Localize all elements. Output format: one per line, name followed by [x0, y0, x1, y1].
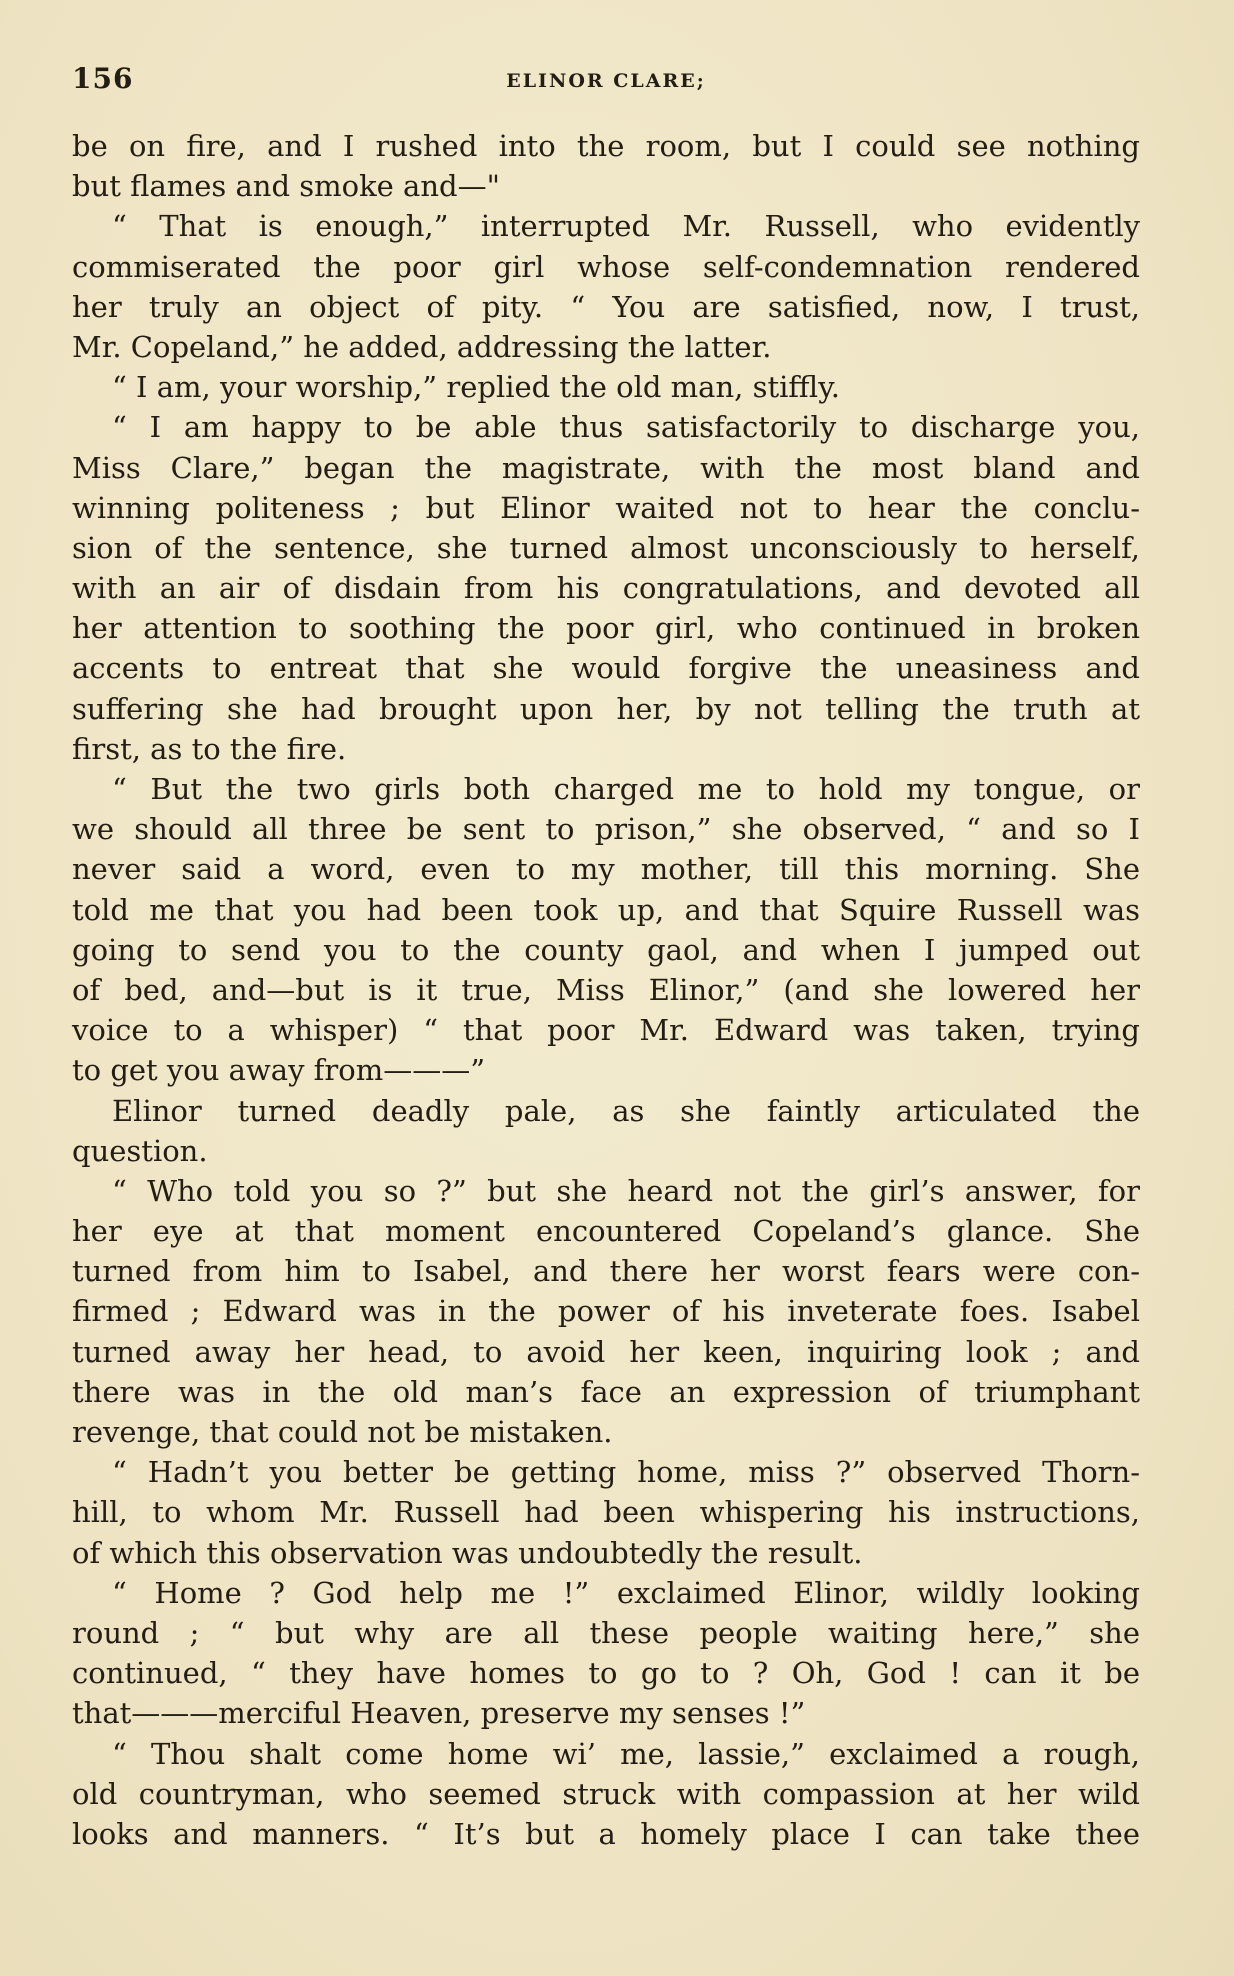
text-line: sion of the sentence, she turned almost unconsciously to herself,	[72, 530, 1140, 565]
text-line: “ Home ? God help me !” exclaimed Elinor, wildly looking	[112, 1575, 1140, 1610]
text-line: turned from him to Isabel, and there her worst fears were con-	[72, 1254, 1140, 1289]
text-line: Elinor turned deadly pale, as she faintly articulated the	[112, 1093, 1140, 1128]
text-line: with an air of disdain from his congratulations, and devoted all	[72, 571, 1140, 606]
text-line: accents to entreat that she would forgive the uneasiness and	[72, 651, 1140, 686]
text-line: Mr. Copeland,” he added, addressing the latter.	[72, 329, 772, 364]
text-line: going to send you to the county gaol, and when I jumped out	[72, 932, 1140, 967]
text-line: question.	[72, 1133, 208, 1168]
text-line: of which this observation was undoubtedly the result.	[72, 1535, 863, 1570]
running-head: ELINOR CLARE;	[506, 70, 706, 92]
text-line: old countryman, who seemed struck with compassion at her wild	[72, 1776, 1140, 1811]
text-line: to get you away from———”	[72, 1053, 486, 1088]
text-line: told me that you had been took up, and that Squire Russell was	[72, 892, 1140, 927]
text-line: commiserated the poor girl whose self-condemnation rendered	[72, 249, 1140, 284]
text-line: suffering she had brought upon her, by not telling the truth at	[72, 691, 1140, 726]
text-line: “ Hadn’t you better be getting home, miss ?” observed Thorn-	[112, 1455, 1140, 1490]
page-header	[72, 62, 1140, 102]
page-number: 156	[72, 62, 134, 95]
text-line: “ That is enough,” interrupted Mr. Russell, who evidently	[112, 209, 1140, 244]
text-line: turned away her head, to avoid her keen, inquiring look ; and	[72, 1334, 1140, 1369]
text-line: we should all three be sent to prison,” she observed, “ and so I	[72, 812, 1140, 847]
text-line: her eye at that moment encountered Copeland’s glance. She	[72, 1214, 1140, 1249]
text-line: “ Thou shalt come home wi’ me, lassie,” exclaimed a rough,	[112, 1736, 1140, 1771]
text-line: there was in the old man’s face an expression of triumphant	[72, 1374, 1140, 1409]
text-line: round ; “ but why are all these people waiting here,” she	[72, 1615, 1140, 1650]
text-line: voice to a whisper) “ that poor Mr. Edward was taken, trying	[72, 1013, 1140, 1048]
text-line: first, as to the fire.	[72, 731, 347, 766]
text-line: never said a word, even to my mother, till this morning. She	[72, 852, 1140, 887]
text-line: winning politeness ; but Elinor waited not to hear the conclu-	[72, 490, 1140, 525]
text-line: her attention to soothing the poor girl, who continued in broken	[72, 611, 1140, 646]
text-line: revenge, that could not be mistaken.	[72, 1415, 613, 1449]
text-line: of bed, and—but is it true, Miss Elinor,” (and she lowered her	[72, 972, 1140, 1007]
text-line: “ I am happy to be able thus satisfactorily to discharge you,	[112, 410, 1140, 445]
text-line: continued, “ they have homes to go to ? Oh, God ! can it be	[72, 1656, 1140, 1691]
text-line: “ I am, your worship,” replied the old man, stiffly.	[112, 370, 841, 405]
text-line: hill, to whom Mr. Russell had been whispering his instructions,	[72, 1495, 1140, 1530]
text-line: “ But the two girls both charged me to hold my tongue, or	[112, 772, 1140, 806]
text-line: but flames and smoke and—"	[72, 169, 500, 204]
text-line: Miss Clare,” began the magistrate, with the most bland and	[72, 450, 1140, 485]
text-line: her truly an object of pity. “ You are satisfied, now, I trust,	[72, 289, 1140, 324]
text-line: that———merciful Heaven, preserve my senses !”	[72, 1696, 806, 1731]
text-line: firmed ; Edward was in the power of his inveterate foes. Isabel	[72, 1294, 1140, 1329]
text-line: “ Who told you so ?” but she heard not the girl’s answer, for	[112, 1173, 1140, 1208]
text-line: be on fire, and I rushed into the room, but I could see nothing	[72, 129, 1140, 163]
body-text	[72, 126, 1140, 1854]
text-line: looks and manners. “ It’s but a homely place I can take thee	[72, 1816, 1140, 1851]
